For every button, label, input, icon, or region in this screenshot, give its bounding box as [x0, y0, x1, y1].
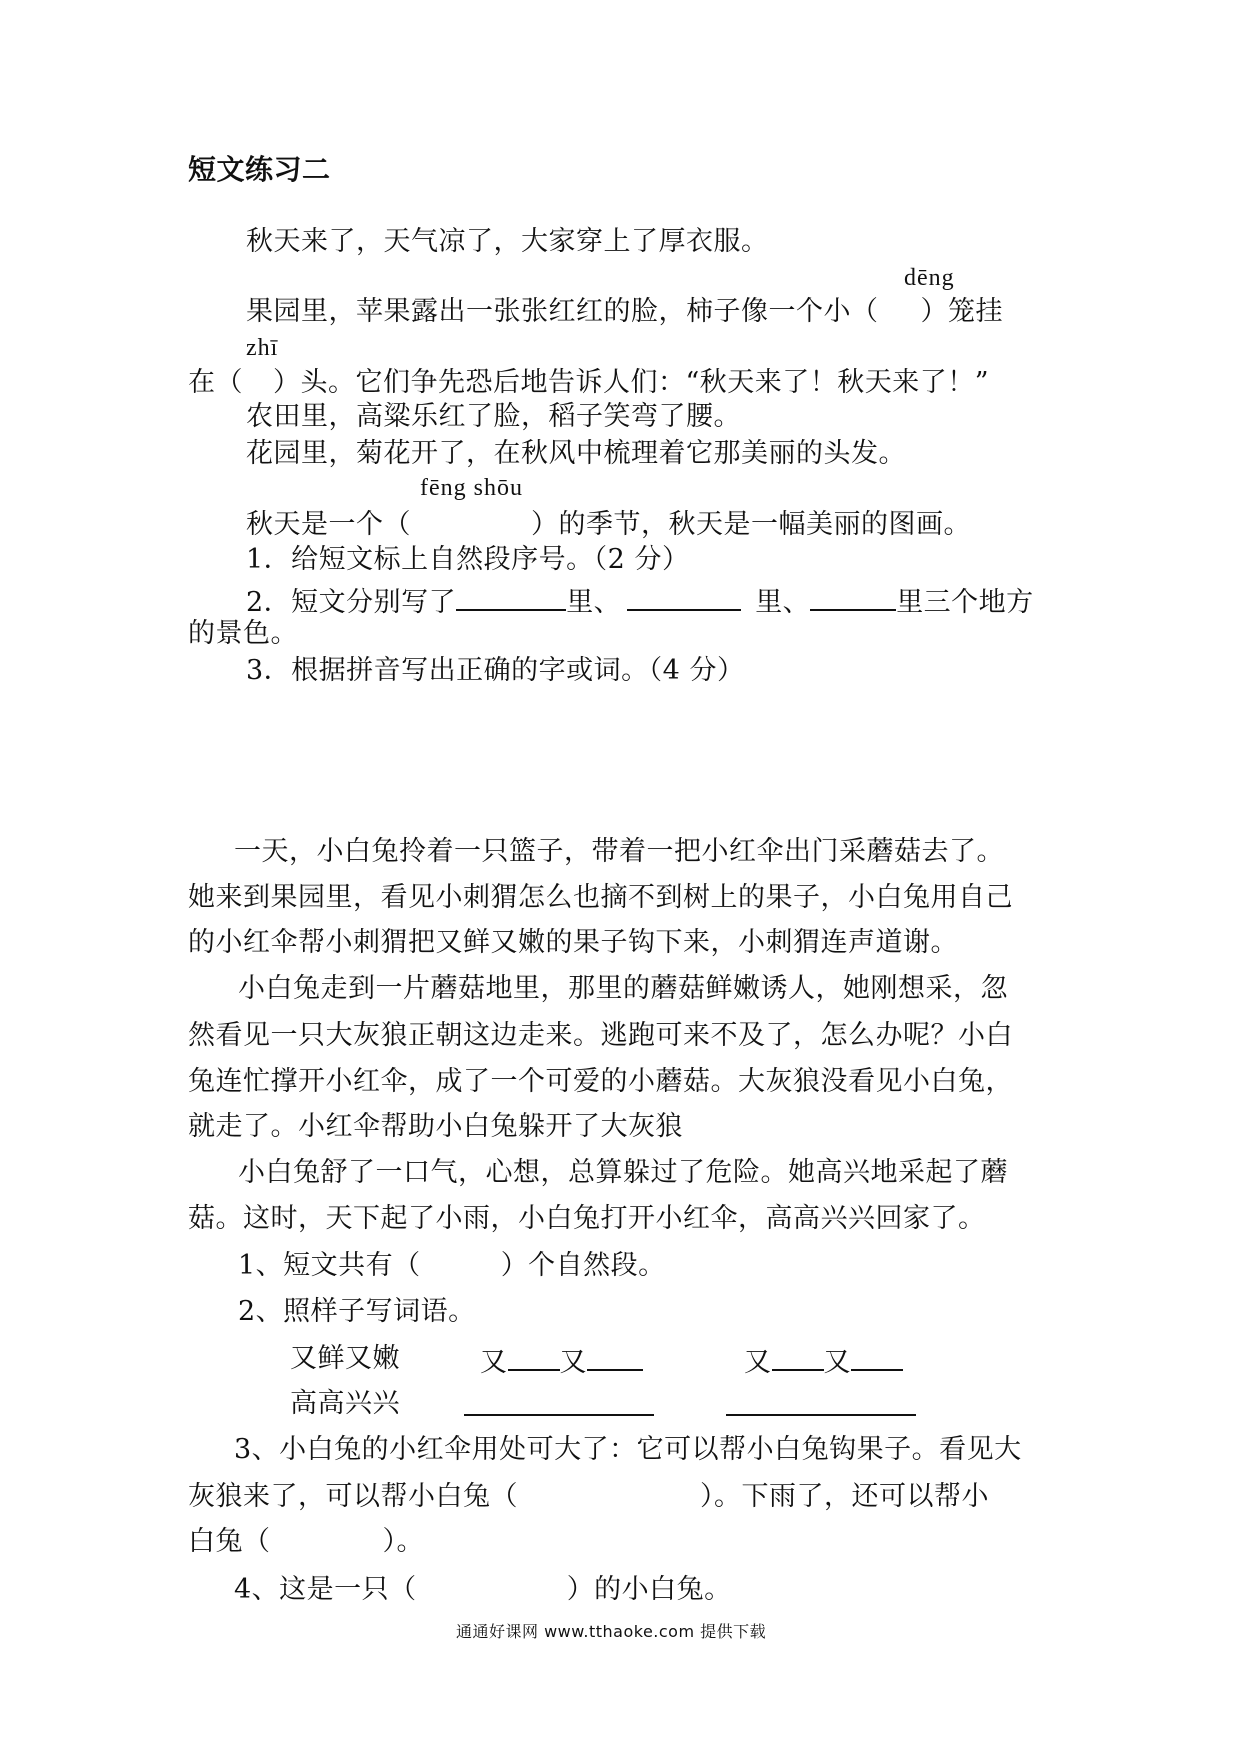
page-title: 短文练习二: [188, 153, 331, 186]
paragraph-2-text-a: 果园里，苹果露出一张张红红的脸，柿子像一个小（: [246, 296, 879, 327]
story-line-6: 兔连忙撑开小红伞，成了一个可爱的小蘑菇。大灰狼没看见小白兔，: [188, 1066, 1013, 1097]
answer-blank[interactable]: [464, 1390, 654, 1416]
paragraph-2-line-2: [188, 369, 989, 396]
paragraph-5: [246, 511, 971, 538]
paragraph-2-text-d: ）头。它们争先恐后地告诉人们：“秋天来了！秋天来了！”: [273, 367, 990, 398]
you-char: 又: [559, 1347, 587, 1378]
paragraph-1: 秋天来了，天气凉了，大家穿上了厚衣服。: [246, 226, 769, 257]
question-2-3-line-1: 3、小白兔的小红伞用处可大了：它可以帮小白兔钩果子。看见大: [234, 1434, 1022, 1465]
q2-1-text-b: ）个自然段。: [500, 1250, 666, 1281]
story-line-8: 小白兔舒了一口气，心想，总算躲过了危险。她高兴地采起了蘑: [238, 1157, 1008, 1188]
q2-3-text-c: 白兔（: [188, 1526, 271, 1557]
story-line-4: 小白兔走到一片蘑菇地里，那里的蘑菇鲜嫩诱人，她刚想采，忽: [238, 973, 1008, 1004]
answer-blank[interactable]: [508, 1345, 560, 1371]
answer-blank[interactable]: [726, 1390, 916, 1416]
question-2-3-line-3: [188, 1528, 424, 1555]
pattern-row-1-a: [480, 1345, 643, 1376]
pattern-row-2-a: [464, 1390, 654, 1421]
answer-blank[interactable]: [587, 1345, 643, 1371]
paragraph-3: 农田里，高粱乐红了脸，稻子笑弯了腰。: [246, 401, 741, 432]
story-line-3: 的小红伞帮小刺猬把又鲜又嫩的果子钩下来，小刺猬连声道谢。: [188, 927, 958, 958]
question-2-1: [238, 1252, 666, 1279]
paragraph-2-text-b: ）笼挂: [920, 296, 1003, 327]
example-word-2: 高高兴兴: [290, 1388, 400, 1419]
answer-blank[interactable]: [851, 1345, 903, 1371]
q2-text-c: 里、: [755, 587, 811, 618]
story-line-2: 她来到果园里，看见小刺猬怎么也摘不到树上的果子，小白兔用自己: [188, 882, 1013, 913]
question-1-1: 1．给短文标上自然段序号。（2 分）: [246, 544, 690, 575]
q2-text-b: 里、: [566, 587, 622, 618]
question-1-2: [246, 585, 1034, 616]
answer-blank[interactable]: [772, 1345, 824, 1371]
answer-blank[interactable]: [456, 585, 566, 611]
question-2-3-line-2: [188, 1483, 989, 1510]
story-line-9: 菇。这时，天下起了小雨，小白兔打开小红伞，高高兴兴回家了。: [188, 1203, 986, 1234]
paragraph-2-line-1: [246, 298, 1003, 325]
q2-text-d: 里三个地方: [896, 587, 1034, 618]
story-line-1: 一天，小白兔拎着一只篮子，带着一把小红伞出门采蘑菇去了。: [234, 836, 1004, 867]
you-char: 又: [480, 1347, 508, 1378]
pinyin-deng: dēng: [904, 265, 955, 291]
paragraph-2-text-c: 在（: [188, 367, 243, 398]
question-1-3: 3．根据拼音写出正确的字或词。（4 分）: [246, 655, 745, 686]
paragraph-4: 花园里，菊花开了，在秋风中梳理着它那美丽的头发。: [246, 438, 906, 469]
story-line-7: 就走了。小红伞帮助小白兔躲开了大灰狼: [188, 1111, 683, 1142]
footer-download-note: 通通好课网 www.tthaoke.com 提供下载: [456, 1622, 767, 1641]
q2-3-text-a: 灰狼来了，可以帮小白兔（: [188, 1481, 518, 1512]
question-1-2-cont: 的景色。: [188, 618, 298, 649]
question-2-4: [234, 1576, 732, 1603]
q2-3-text-b: ）。下雨了，还可以帮小: [700, 1481, 989, 1512]
q2-1-text-a: 1、短文共有（: [238, 1250, 421, 1281]
story-line-5: 然看见一只大灰狼正朝这边走来。逃跑可来不及了，怎么办呢？小白: [188, 1020, 1013, 1051]
q2-text-a: 2．短文分别写了: [246, 587, 457, 618]
paragraph-5-text-a: 秋天是一个（: [246, 509, 411, 540]
q2-4-text-a: 4、这是一只（: [234, 1574, 417, 1605]
pinyin-zhi: zhī: [246, 335, 279, 361]
you-char: 又: [744, 1347, 772, 1378]
pinyin-fengshou: fēng shōu: [420, 475, 523, 501]
q2-4-text-b: ）的小白兔。: [566, 1574, 732, 1605]
pattern-row-2-b: [726, 1390, 916, 1421]
answer-blank[interactable]: [627, 585, 741, 611]
q2-3-text-d: ）。: [382, 1526, 424, 1557]
pattern-row-1-b: [744, 1345, 903, 1376]
example-word-1: 又鲜又嫩: [290, 1343, 400, 1374]
question-2-2: 2、照样子写词语。: [238, 1296, 476, 1327]
answer-blank[interactable]: [810, 585, 896, 611]
paragraph-5-text-b: ）的季节，秋天是一幅美丽的图画。: [531, 509, 971, 540]
you-char: 又: [823, 1347, 851, 1378]
